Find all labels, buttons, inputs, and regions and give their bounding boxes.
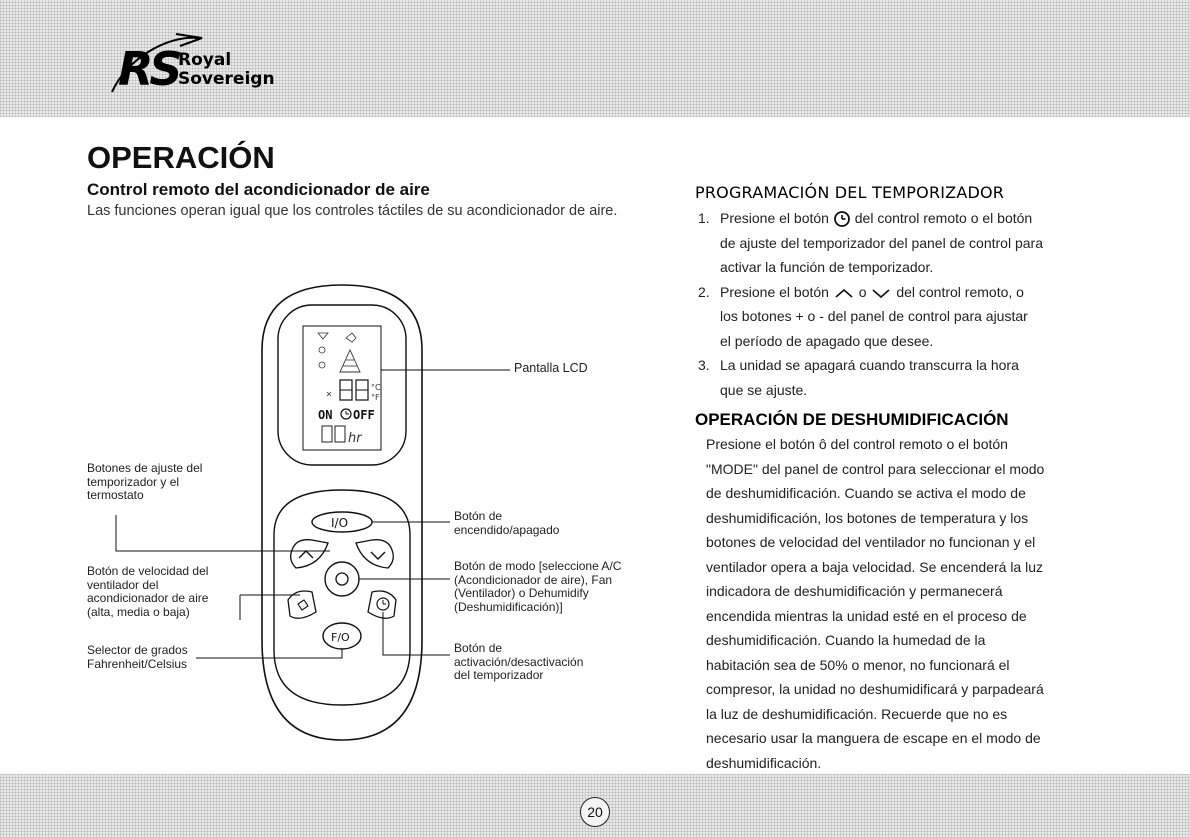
label-power: Botón de encendido/apagado: [454, 509, 560, 537]
logo-brand-text: Royal Sovereign: [178, 50, 275, 89]
mode-button-shape: [325, 562, 359, 596]
timer-section-heading: PROGRAMACIÓN DEL TEMPORIZADOR: [695, 183, 1005, 202]
label-fan-speed: Botón de velocidad del ventilador del acondicionador de aire (alta, media o baja): [87, 564, 209, 619]
timer-step-3: 3. La unidad se apagará cuando transcurra la hora que se ajuste.: [698, 357, 1019, 398]
logo-letters: RS: [118, 42, 179, 96]
label-timer: Botón de activación/desactivación del temporizador: [454, 641, 584, 682]
right-column: [695, 183, 1115, 775]
timer-button-shape: [368, 591, 396, 618]
svg-text:°F: °F: [371, 393, 380, 402]
dehum-paragraph: Presione el botón ô del control remoto o el botón "MODE" del panel de control para seleccionar el modo de deshumidificación. Cuando se activa el modo de deshumidificación, los botones de temperatura y los botones de velocidad del ventilador no funcionan y el ventilador opera a baja velocidad. Se encenderá la luz indicadora de deshumidificación y permanecerá encendida mientras la unidad esté en el proceso de deshumidificación. Cuando la humedad de la habitación sea de 50% o menor, no funcionará el compresor, la unidad no deshumidificará y parpadeará la luz de deshumidificación. Recuerde que no es necesario usar la manguera de escape en el modo de deshumidificación.: [706, 436, 1045, 771]
arrow-up-icon: [833, 287, 855, 299]
clock-icon: [833, 211, 851, 227]
degree-button-label: F/O: [331, 631, 350, 644]
power-button-label: I/O: [331, 516, 349, 530]
label-timer-thermostat: Botones de ajuste del temporizador y el termostato: [87, 461, 203, 502]
page-title: OPERACIÓN: [87, 140, 275, 175]
timer-step-1: 1. Presione el botón del control remoto o el botón de ajuste del temporizador del panel de control para activar la función de temporizador.: [698, 210, 1043, 275]
lcd-hr-text: hr: [348, 431, 362, 446]
lcd-off-text: OFF: [353, 408, 375, 422]
svg-text:°C: °C: [371, 383, 381, 392]
label-degree-selector: Selector de grados Fahrenheit/Celsius: [87, 643, 188, 671]
remote-intro-text: Las funciones operan igual que los controles táctiles de su acondicionador de aire.: [87, 203, 618, 219]
lcd-screen: [303, 326, 381, 450]
dehum-section-heading: OPERACIÓN DE DESHUMIDIFICACIÓN: [695, 410, 1009, 429]
label-lcd: Pantalla LCD: [514, 361, 588, 375]
label-mode: Botón de modo [seleccione A/C (Acondicionador de aire), Fan (Ventilador) o Dehumidify (Deshumidificación)]: [454, 559, 622, 614]
remote-section-heading: Control remoto del acondicionador de aire: [87, 180, 430, 199]
arrow-down-icon: [870, 287, 892, 299]
page-number-badge: 20: [580, 797, 610, 827]
timer-step-2: 2. Presione el botón o del control remoto, o los botones + o - del panel de control para ajustar el período de apagado que desee.: [698, 283, 1028, 349]
lcd-on-text: ON: [318, 408, 333, 422]
